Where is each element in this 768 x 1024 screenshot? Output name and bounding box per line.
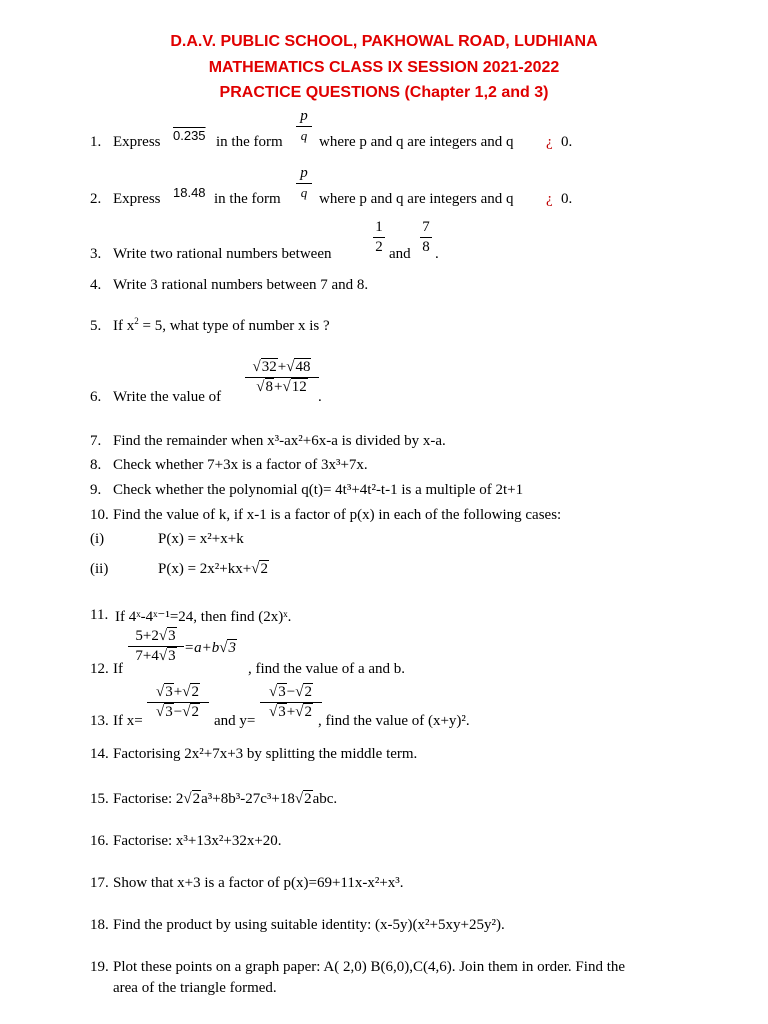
question-number: 14. bbox=[90, 746, 109, 762]
question-number: 18. bbox=[90, 917, 109, 933]
question-number: 2. bbox=[90, 191, 102, 207]
question-number: 8. bbox=[90, 457, 102, 473]
question-number: 3. bbox=[90, 246, 102, 262]
question-number: 5. bbox=[90, 318, 102, 334]
question-number: 15. bbox=[90, 791, 109, 807]
fraction-seven-eighths: 7 8 bbox=[420, 219, 432, 256]
question-number: 13. bbox=[90, 713, 109, 729]
surd-fraction: 5+2√3 7+4√3 bbox=[128, 628, 184, 665]
case-label-ii: (ii) bbox=[90, 561, 109, 577]
y-fraction: √3−√2 √3+√2 bbox=[260, 684, 322, 721]
school-name: D.A.V. PUBLIC SCHOOL, PAKHOWAL ROAD, LUDHIANA bbox=[170, 33, 598, 50]
question-number: 9. bbox=[90, 482, 102, 498]
decimal-value: 18.48 bbox=[173, 185, 206, 200]
not-equal-glyph: ¿ bbox=[546, 134, 553, 150]
class-session-title: MATHEMATICS CLASS IX SESSION 2021-2022 bbox=[208, 59, 560, 76]
practice-title: PRACTICE QUESTIONS (Chapter 1,2 and 3) bbox=[219, 84, 549, 101]
x-fraction: √3+√2 √3−√2 bbox=[147, 684, 209, 721]
question-number: 16. bbox=[90, 833, 109, 849]
question-number: 12. bbox=[90, 661, 109, 677]
question-number: 11. bbox=[90, 607, 109, 623]
rhs-expression: =a+b√3 bbox=[184, 640, 236, 656]
not-equal-glyph: ¿ bbox=[546, 191, 553, 207]
question-number: 7. bbox=[90, 433, 102, 449]
fraction-one-half: 1 2 bbox=[373, 219, 385, 256]
fraction-p-over-q: p q bbox=[296, 165, 312, 201]
decimal-value: 0.235 bbox=[173, 128, 206, 143]
question-number: 4. bbox=[90, 277, 102, 293]
surd-fraction: √32+√48 √8+√12 bbox=[245, 359, 319, 396]
fraction-p-over-q: p q bbox=[296, 108, 312, 144]
case-label-i: (i) bbox=[90, 531, 105, 547]
question-number: 6. bbox=[90, 389, 102, 405]
question-number: 17. bbox=[90, 875, 109, 891]
question-number: 19. bbox=[90, 959, 109, 975]
question-number: 1. bbox=[90, 134, 102, 150]
question-number: 10. bbox=[90, 507, 109, 523]
